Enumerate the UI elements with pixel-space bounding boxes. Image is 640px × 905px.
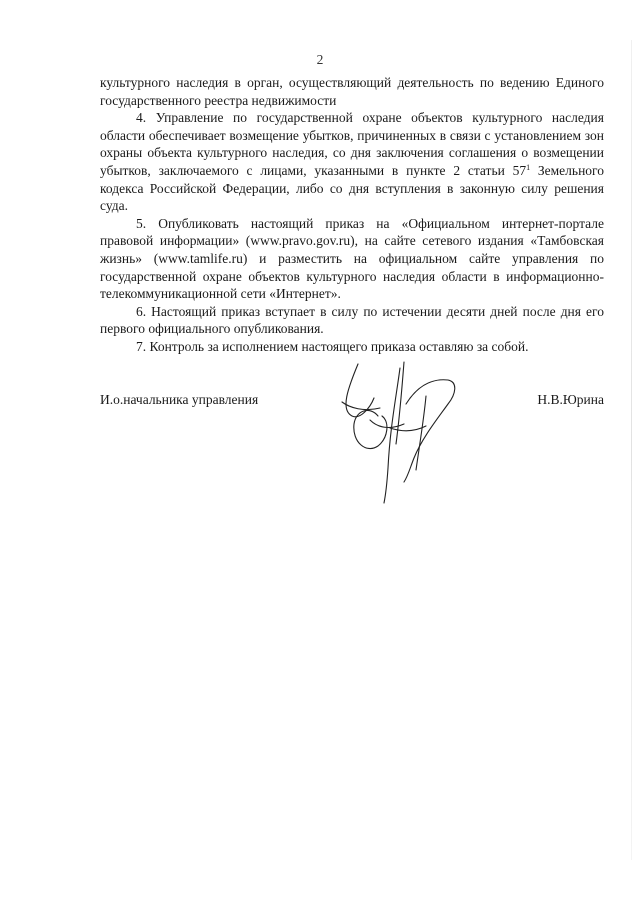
page-number: 2 [316, 52, 324, 67]
paragraph-item-4 [100, 109, 604, 215]
paragraph-continuation: культурного наследия в орган, осуществляющий деятельность по ведению Единого государственного реестра недвижимости [100, 75, 604, 108]
paragraph-item-5: 5. Опубликовать настоящий приказ на «Официальном интернет-портале правовой информации» (www.pravo.gov.ru), на сайте сетевого издания «Тамбовская жизнь» (www.tamlife.ru) и разместить на официальном сайте управления по государственной охране объектов культурного наследия области в информационно-телекоммуникационной сети «Интернет». [100, 215, 604, 302]
handwritten-signature [330, 358, 500, 508]
article-superscript: 1 [526, 162, 531, 172]
paragraph-item-4-text-end: Земельного кодекса Российской Федерации, либо со дня вступления в законную силу решения суда. [100, 162, 604, 214]
document-body [100, 74, 604, 356]
signer-position-title: И.о.начальника управления [100, 392, 259, 407]
paragraph-item-7: 7. Контроль за исполнением настоящего приказа оставляю за собой. [136, 338, 529, 354]
scan-edge [631, 40, 632, 860]
signer-name: Н.В.Юрина [537, 392, 604, 407]
paragraph-item-4-text: 4. Управление по государственной охране объектов культурного наследия области обеспечивает возмещение убытков, причиненных в связи с установлением зон охраны объекта культурного наследия, со дня заключения соглашения о возмещении убытков, заключаемого с лицами, указанными в пункте 2 статьи 57 [100, 110, 604, 178]
paragraph-item-6: 6. Настоящий приказ вступает в силу по истечении десяти дней после дня его первого официального опубликования. [100, 303, 604, 337]
